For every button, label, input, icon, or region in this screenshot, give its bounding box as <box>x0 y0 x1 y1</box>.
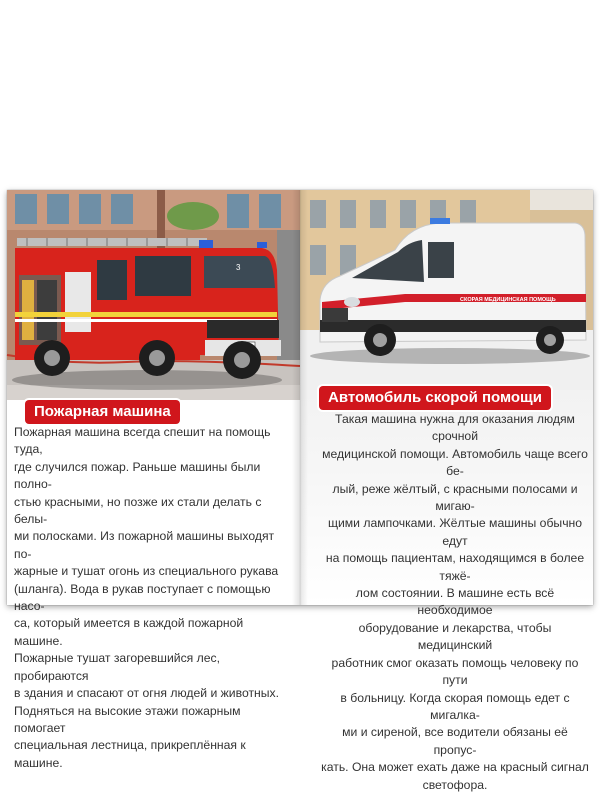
text-line: в больницу. Когда скорая помощь едет с мигалка- <box>340 690 570 722</box>
text-line: стью красными, но позже их стали делать с белы- <box>14 494 262 527</box>
text-line: светофора. <box>422 777 488 792</box>
text-line: щими лампочками. Жёлтые машины обычно едут <box>327 516 583 548</box>
fire-truck-photo <box>7 190 300 400</box>
text-line: лый, реже жёлтый, с красными полосами и мигаю- <box>332 481 578 514</box>
text-line: Пожарная машина всегда спешит на помощь туда, <box>14 425 271 457</box>
left-page <box>7 190 300 770</box>
ambulance-text <box>320 411 590 794</box>
text-line: кать. Она может ехать даже на красный сигнал <box>321 760 589 775</box>
text-line: работник смог оказать помощь человеку по пути <box>331 655 579 688</box>
fire-truck-text <box>14 424 292 772</box>
text-line: са, который имеется в каждой пожарной машине. <box>14 616 244 648</box>
ambulance-lettering: СКОРАЯ МЕДИЦИНСКАЯ ПОМОЩЬ <box>460 297 556 303</box>
ambulance-illustration <box>300 190 593 390</box>
text-line: ми полосками. Из пожарной машины выходят по- <box>14 529 275 561</box>
text-line: Такая машина нужна для оказания людям срочной <box>335 412 575 444</box>
text-line: ми и сиреной, все водители обязаны её пропус- <box>342 725 568 757</box>
text-line: Пожарные тушат загоревшийся лес, пробираются <box>14 651 221 683</box>
text-line: где случился пожар. Раньше машины были полно- <box>14 459 261 492</box>
text-line: специальная лестница, прикреплённая к машине. <box>14 738 246 770</box>
fire-truck-number: 3 <box>236 263 241 272</box>
fire-truck-illustration <box>7 190 300 400</box>
right-page <box>300 190 593 792</box>
text-line: лом состоянии. В машине есть всё необходимое <box>355 586 555 618</box>
fire-truck-heading: Пожарная машина <box>25 400 180 424</box>
ambulance-heading: Автомобиль скорой помощи <box>319 386 551 410</box>
text-line: оборудование и лекарства, чтобы медицинский <box>358 620 552 653</box>
ambulance-photo <box>300 190 593 400</box>
text-line: (шланга). Вода в рукав поступает с помощью насо- <box>14 581 271 614</box>
text-line: в здания и спасают от огня людей и животных. <box>14 686 280 701</box>
text-line: Подняться на высокие этажи пожарным помогает <box>14 703 241 735</box>
book-spread <box>7 190 593 792</box>
text-line: медицинской помощи. Автомобиль чаще всего бе- <box>322 446 588 479</box>
text-line: жарные и тушат огонь из специального рукава <box>14 564 279 579</box>
text-line: на помощь пациентам, находящимся в более тяжё- <box>325 551 585 583</box>
